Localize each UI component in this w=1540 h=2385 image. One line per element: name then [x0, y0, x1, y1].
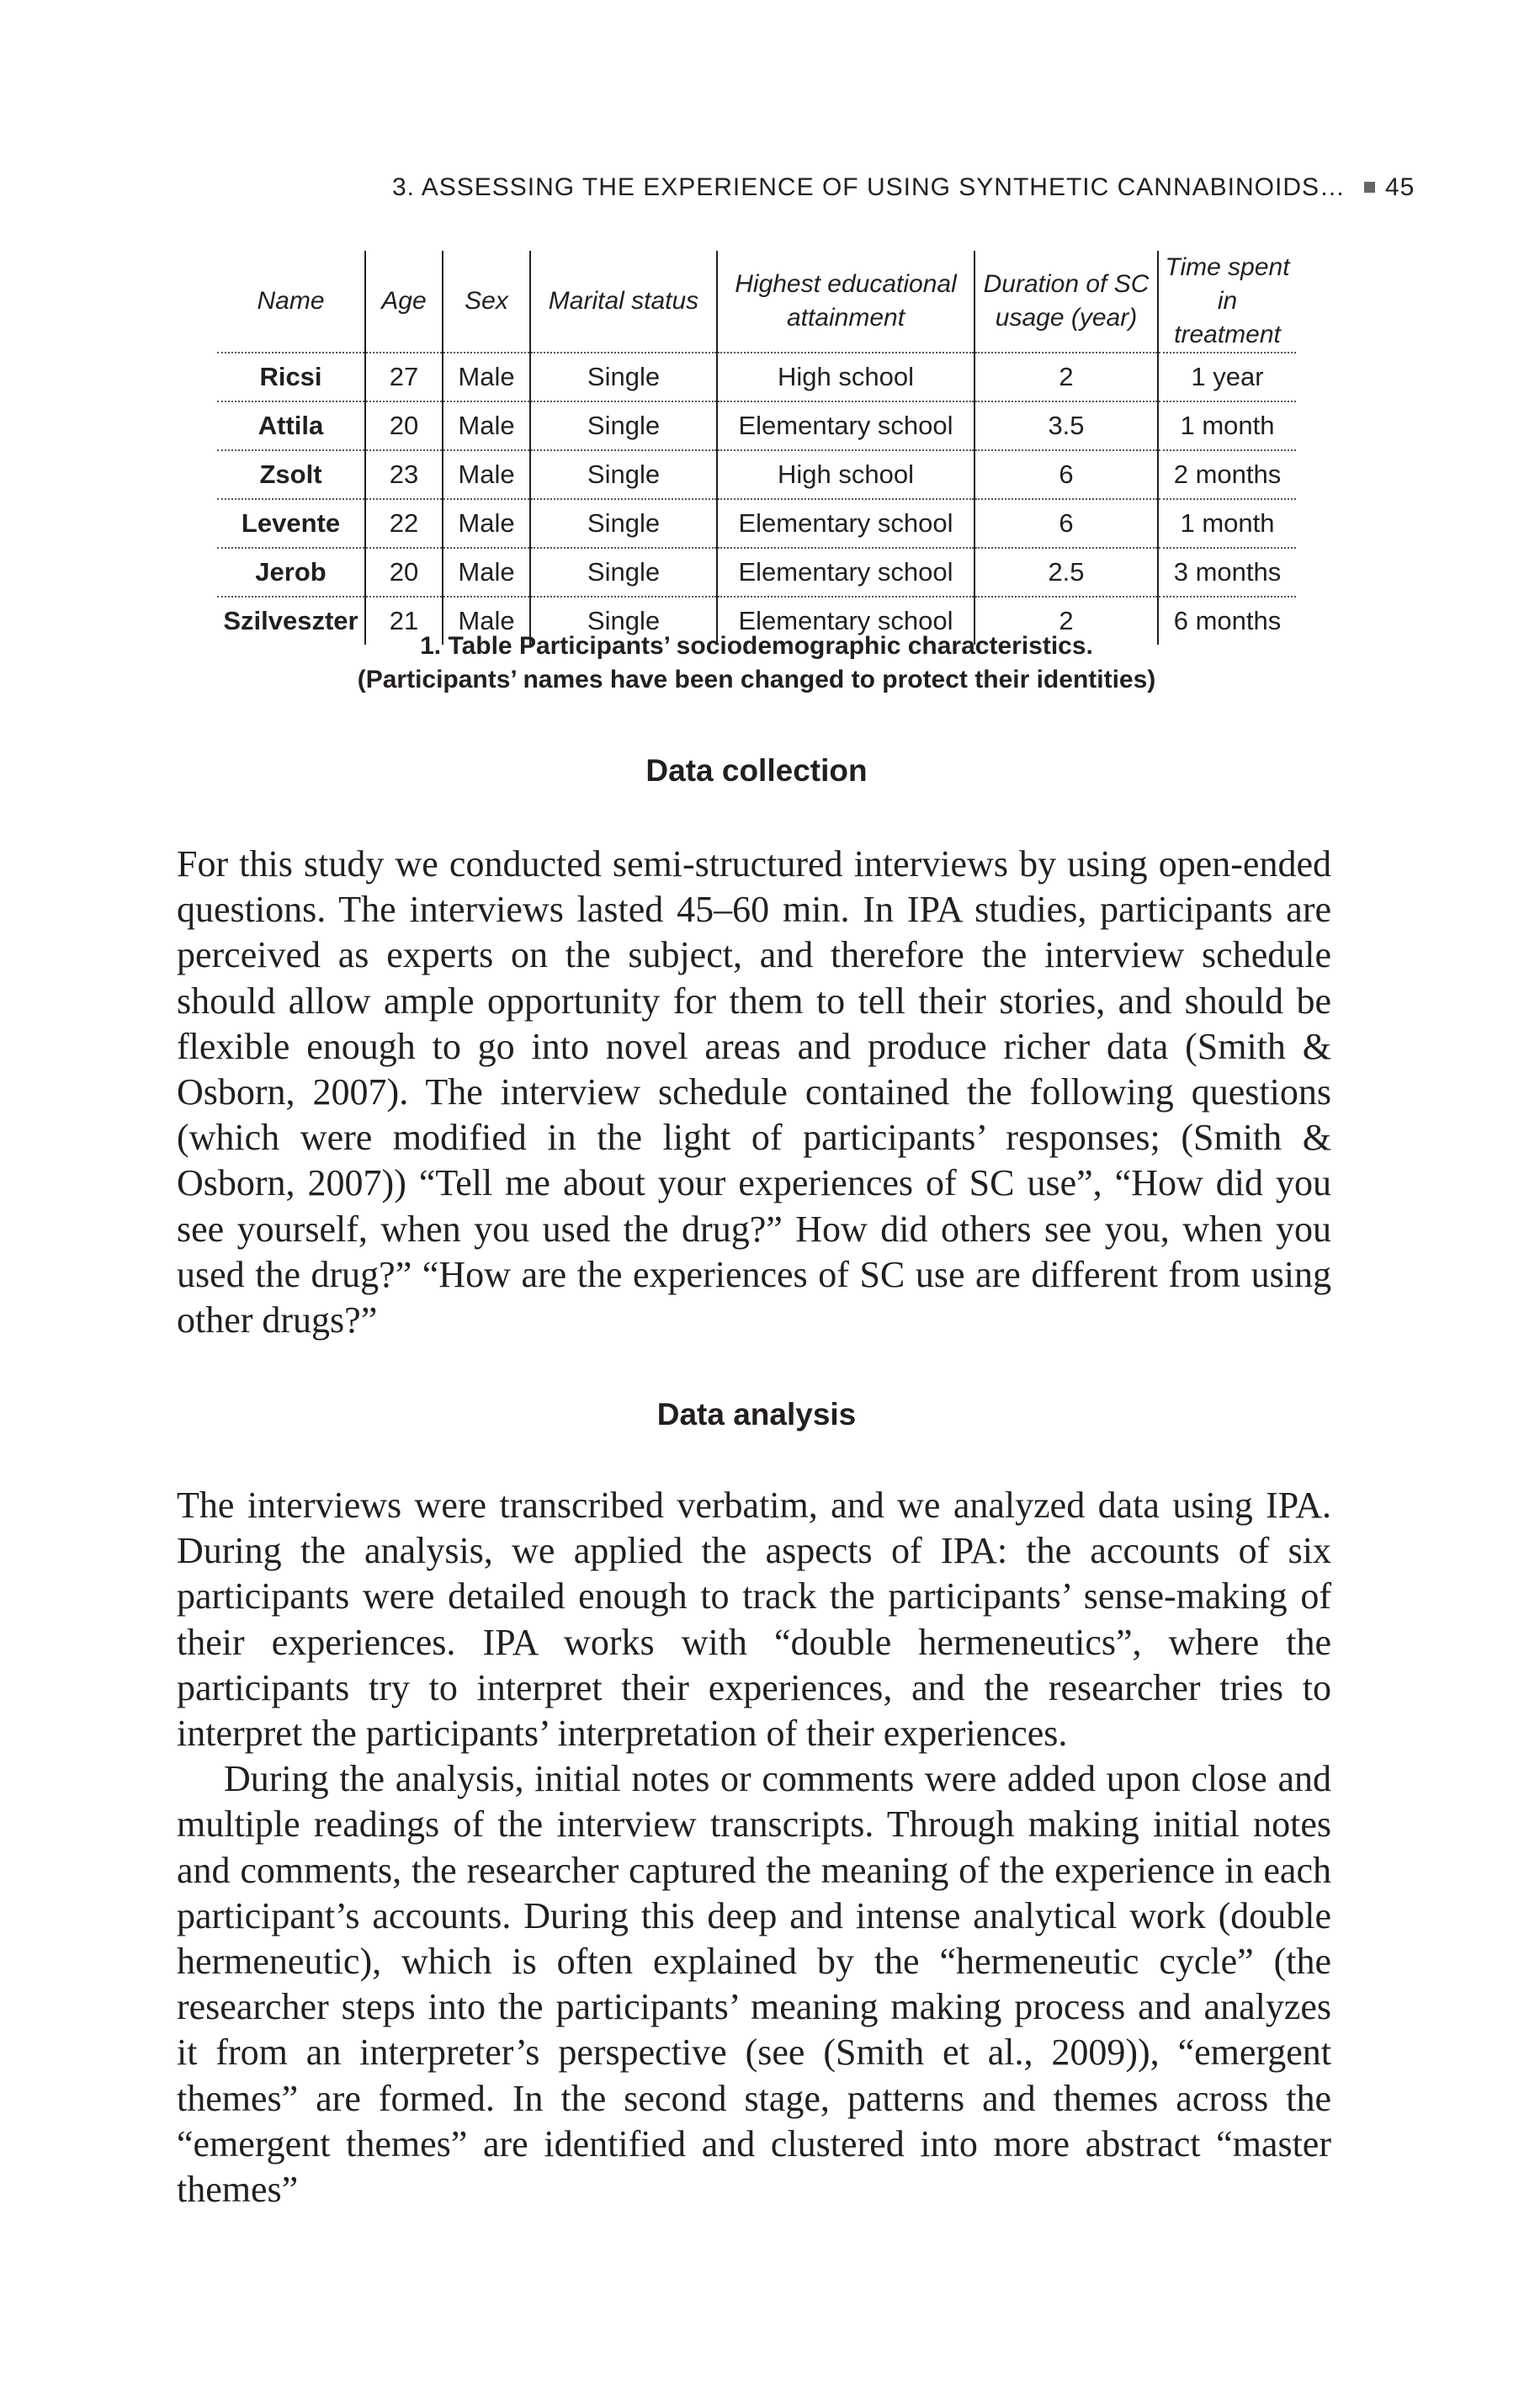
participant-name: Szilveszter [223, 606, 358, 635]
paragraph: During the analysis, initial notes or comments were added upon close and multiple readings of the interview transcripts. Through making initial notes and comments, the researcher captured the meaning of the experience in each participant’s accounts. During this deep and intense analytical work (double hermeneutic), which is often explained by the “hermeneutic cycle” (the researcher steps into the participants’ meaning making process and analyzes it from an interpreter’s perspective (see (Smith et al., 2009)), “emergent themes” are formed. In the second stage, patterns and themes across the “emergent themes” are identified and clustered into more abstract “master themes” [177, 1758, 1331, 2211]
column-header: Duration of SC usage (year) [974, 251, 1158, 353]
treatment-time-cell: 6 months [1158, 597, 1296, 645]
sex-cell: Male [443, 548, 530, 597]
section-heading-data-collection: Data collection [645, 753, 868, 788]
sex-cell: Male [443, 401, 530, 450]
duration-cell: 6 [974, 499, 1158, 548]
marital-status-cell: Single [530, 499, 717, 548]
age-cell: 21 [365, 597, 443, 645]
duration-cell: 3.5 [974, 401, 1158, 450]
participant-name: Jerob [217, 548, 365, 597]
education-cell: Elementary school [717, 597, 974, 645]
education-cell: High school [717, 353, 974, 401]
participant-name: Zsolt [217, 450, 365, 499]
table-caption-title: 1. Table Participants’ sociodemographic characteristics. [420, 632, 1093, 660]
participants-table [217, 251, 1296, 645]
table-header-row [217, 251, 1296, 353]
table-row [217, 353, 1296, 401]
sex-cell: Male [443, 450, 530, 499]
age-cell: 20 [365, 401, 443, 450]
table-row [217, 499, 1296, 548]
marital-status-cell: Single [530, 353, 717, 401]
sex-cell: Male [443, 499, 530, 548]
marital-status-cell: Single [530, 450, 717, 499]
table-row [217, 548, 1296, 597]
sex-cell: Male [443, 353, 530, 401]
age-cell: 22 [365, 499, 443, 548]
duration-cell: 6 [974, 450, 1158, 499]
running-title: 3. ASSESSING THE EXPERIENCE OF USING SYNTHETIC CANNABINOIDS… [392, 173, 1346, 201]
marital-status-cell: Single [530, 401, 717, 450]
age-cell: 23 [365, 450, 443, 499]
treatment-time-cell: 3 months [1158, 548, 1296, 597]
treatment-time-cell: 1 month [1158, 499, 1296, 548]
treatment-time-cell: 1 year [1158, 353, 1296, 401]
table-row [217, 401, 1296, 450]
participant-name: Ricsi [217, 353, 365, 401]
education-cell: Elementary school [717, 548, 974, 597]
education-cell: High school [717, 450, 974, 499]
square-bullet-icon [1364, 182, 1375, 193]
marital-status-cell: Single [530, 597, 717, 645]
education-cell: Elementary school [717, 499, 974, 548]
section-body-data-analysis [177, 1483, 1331, 2212]
treatment-time-cell: 2 months [1158, 450, 1296, 499]
table-caption [217, 629, 1296, 697]
participant-name: Levente [217, 499, 365, 548]
marital-status-cell: Single [530, 548, 717, 597]
column-header: Highest educational attainment [717, 251, 974, 353]
duration-cell: 2 [974, 597, 1158, 645]
column-header: Age [365, 251, 443, 353]
age-cell: 27 [365, 353, 443, 401]
sex-cell: Male [443, 597, 530, 645]
paragraph: For this study we conducted semi-structured interviews by using open-ended questions. The interviews lasted 45–60 min. In IPA studies, participants are perceived as experts on the subject, and therefore the interview schedule should allow ample opportunity for them to tell their stories, and should be flexible enough to go into novel areas and produce richer data (Smith & Osborn, 2007). The interview schedule contained the following questions (which were modified in the light of participants’ responses; (Smith & Osborn, 2007)) “Tell me about your experiences of SC use”, “How did you see yourself, when you used the drug?” How did others see you, when you used the drug?” “How are the experiences of SC use are different from using other drugs?” [177, 843, 1331, 1341]
column-header: Name [217, 251, 365, 353]
education-cell: Elementary school [717, 401, 974, 450]
treatment-time-cell: 1 month [1158, 401, 1296, 450]
section-body-data-collection [177, 842, 1331, 1343]
column-header: Marital status [530, 251, 717, 353]
page-number: 45 [1385, 173, 1415, 201]
table-caption-note: (Participants’ names have been changed to protect their identities) [357, 666, 1156, 693]
participant-name: Attila [217, 401, 365, 450]
running-header [392, 173, 1415, 202]
duration-cell: 2 [974, 353, 1158, 401]
section-heading-data-analysis: Data analysis [656, 1397, 857, 1432]
table-row [217, 450, 1296, 499]
age-cell: 20 [365, 548, 443, 597]
column-header: Sex [443, 251, 530, 353]
column-header: Time spent in treatment [1158, 251, 1296, 353]
duration-cell: 2.5 [974, 548, 1158, 597]
paragraph: The interviews were transcribed verbatim, and we analyzed data using IPA. During the analysis, we applied the aspects of IPA: the accounts of six participants were detailed enough to track the participants’ sense-making of their experiences. IPA works with “double hermeneutics”, where the participants try to interpret their experiences, and the researcher tries to interpret the participants’ interpretation of their experiences. [177, 1485, 1331, 1755]
